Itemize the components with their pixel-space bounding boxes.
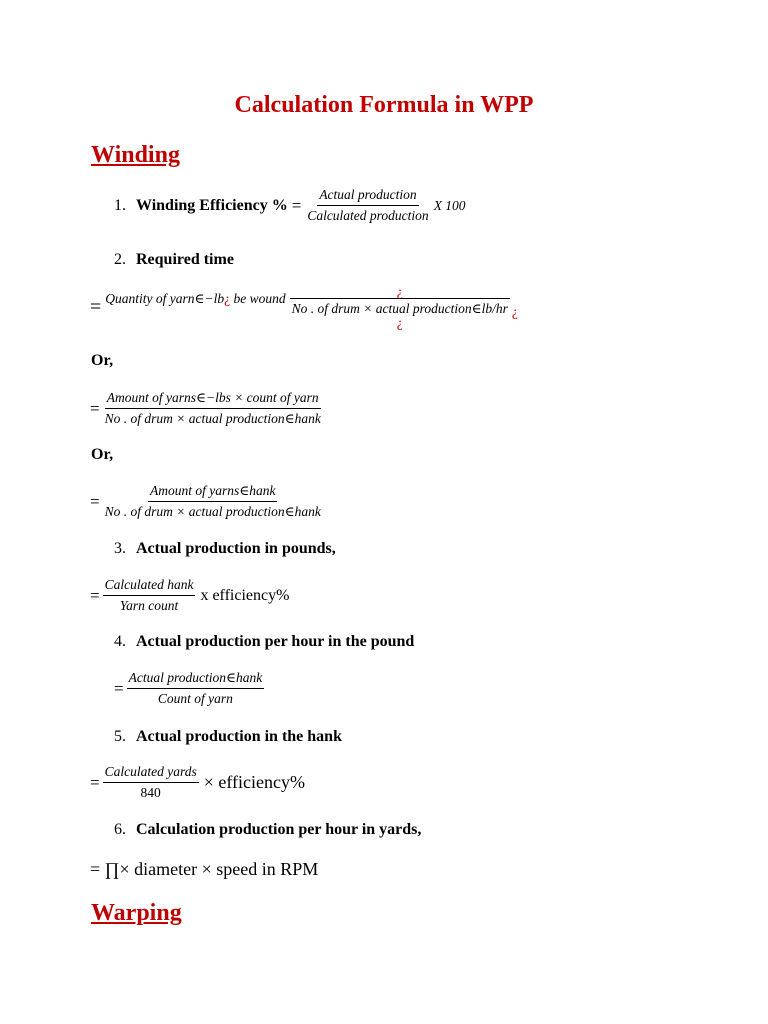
or-label: Or,: [91, 446, 114, 463]
denominator: Count of yarn: [157, 691, 233, 706]
item-label: Actual production in pounds,: [136, 540, 336, 557]
inverted-question-mark: ¿: [511, 303, 518, 319]
item-actual-production-pounds: [114, 540, 336, 558]
item-number: 6.: [114, 821, 126, 838]
formula-required-time-alt-2: [90, 483, 323, 520]
denominator: No . of drum × actual production∈hank: [104, 504, 321, 519]
fraction: [290, 286, 510, 329]
section-heading-warping: Warping: [91, 900, 182, 926]
numerator: Amount of yarns∈−lbs × count of yarn: [105, 390, 321, 409]
item-number: 4.: [114, 633, 126, 650]
item-number: 5.: [114, 728, 126, 745]
numerator: Amount of yarns∈hank: [148, 483, 277, 502]
equals-sign: =: [90, 491, 100, 511]
item-label: Required time: [136, 251, 234, 268]
item-production-hank: [114, 728, 342, 746]
item-label: Calculation production per hour in yards,: [136, 821, 422, 838]
item-label: Winding Efficiency %: [136, 196, 288, 214]
item-label: Actual production per hour in the pound: [136, 633, 415, 650]
equals-sign: =: [90, 398, 100, 418]
formula-production-hank: [90, 764, 305, 801]
denominator: No . of drum × actual production∈hank: [104, 411, 321, 426]
formula-required-time: [90, 286, 518, 329]
formula-production-per-hour-yards: = ∏× diameter × speed in RPM: [90, 859, 319, 879]
item-required-time: [114, 251, 234, 269]
multiplier: X 100: [433, 197, 466, 213]
item-label: Actual production in the hank: [136, 728, 342, 745]
page-title: Calculation Formula in WPP: [234, 92, 534, 118]
formula-actual-production-pounds: [90, 577, 289, 614]
section-heading-winding: Winding: [91, 142, 180, 168]
equals-sign: =: [90, 585, 100, 605]
efficiency-text: × efficiency%: [203, 772, 305, 792]
numerator-part-b: be wound: [233, 290, 286, 306]
formula-required-time-alt-1: [90, 390, 323, 427]
numerator: Calculated yards: [103, 764, 199, 783]
fraction: [103, 764, 199, 801]
item-winding-efficiency: [114, 187, 466, 224]
equals-sign: =: [114, 678, 124, 698]
efficiency-text: x efficiency%: [200, 586, 290, 604]
denominator: Calculated production: [307, 208, 429, 223]
item-number: 2.: [114, 251, 126, 268]
formula-production-per-hour-pound: [114, 670, 264, 707]
denominator: No . of drum × actual production∈lb/hr: [290, 298, 510, 317]
fraction: [103, 483, 323, 520]
item-number: 1.: [114, 196, 126, 214]
numerator-text: [105, 291, 285, 307]
denominator: 840: [140, 785, 161, 800]
fraction: [103, 390, 323, 427]
denominator: Yarn count: [119, 598, 179, 613]
inverted-question-mark: ¿: [224, 290, 231, 306]
fraction: [305, 187, 430, 224]
fraction: [127, 670, 265, 707]
numerator: Actual production: [317, 187, 418, 206]
item-production-per-hour-pound: [114, 633, 414, 651]
or-label: Or,: [91, 352, 114, 369]
equals-sign: =: [291, 195, 302, 215]
numerator: Calculated hank: [103, 577, 196, 596]
inverted-question-mark: ¿: [396, 315, 403, 330]
equals-sign: =: [90, 772, 100, 792]
inverted-question-mark: ¿: [396, 284, 403, 299]
item-production-per-hour-yards: [114, 821, 421, 839]
numerator-part-a: Quantity of yarn∈−lb: [105, 290, 225, 306]
fraction: [103, 577, 196, 614]
numerator: Actual production∈hank: [127, 670, 265, 689]
equals-sign: =: [90, 296, 102, 318]
item-number: 3.: [114, 540, 126, 557]
